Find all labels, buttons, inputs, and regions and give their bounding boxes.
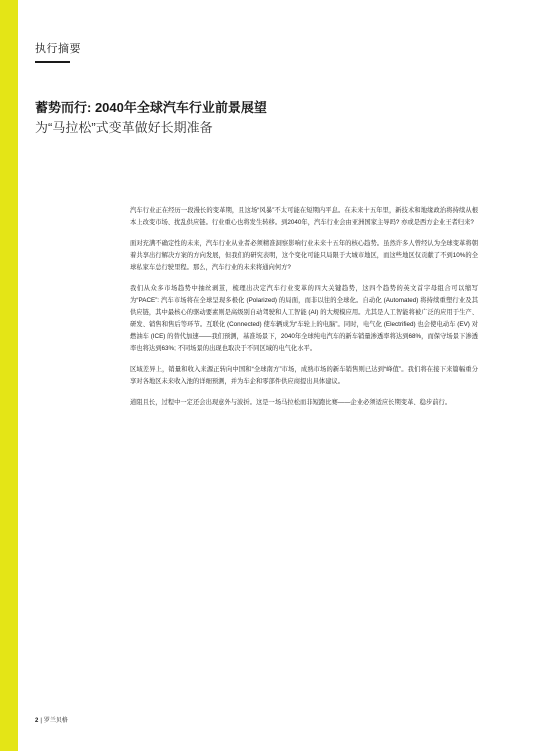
- footer-brand: 罗兰贝格: [43, 718, 68, 724]
- paragraph-4: 区域差异上，销量和收入来源正转向中国和“全球南方”市场，成熟市场的新车销售则已达到“峰值”。我们将在接下来篇幅重分享对各地区未来收入池的详细预测，并为车企和零部件供应商提出具体建议。: [130, 366, 478, 385]
- paragraph-1: 汽车行业正在经历一段漫长的变革期，且这场“风暴”不太可能在短期内平息。在未来十五年里，新技术和地缘政治将持续从根本上改变市场、扰乱供应链。行业重心也将发生转移。到2040年，汽车行业会由亚洲国家主导吗? 亦或是西方企业王者归来?: [130, 207, 478, 226]
- page-subtitle: 为“马拉松”式变革做好长期准备: [35, 120, 213, 135]
- accent-side-bar: [0, 0, 18, 751]
- paragraph-2: 面对充满不确定性的未来，汽车行业从业者必须精准洞察影响行业未来十五年的核心趋势。虽然许多人曾经认为全球变革将朝着共享出行解决方案的方向发展，但我们的研究表明，这个变化可能只局限于大城市地区，而这些地区仅贡献了不到10%的全球私家车总行驶里程。那么，汽车行业的未来将通向何方?: [130, 240, 478, 271]
- paragraph-5: 道阻且长，过程中一定还会出现意外与波折。这是一场马拉松而非短跑比赛——企业必须适应长期变革、稳步前行。: [130, 399, 452, 406]
- page-footer: [35, 715, 68, 724]
- body-text: [130, 205, 478, 418]
- section-divider: [35, 61, 70, 63]
- footer-separator: |: [40, 718, 42, 724]
- paragraph-3: 我们从众多市场趋势中抽丝剥茧，梳理出决定汽车行业变革的四大关键趋势，这四个趋势的英文首字母组合可以缩写为“PACE”: 汽车市场将在全球呈现多极化 (Polarized) 的局面，而非以往的全球化。自动化 (Automated) 将持续重塑行业及其供应链，其中最核心的驱动要素则是高级别自动驾驶和人工智能 (AI) 的大规模应用。尤其是人工智能将被广泛的应用于生产、研发、销售和售后等环节。互联化 (Connected) 使车辆成为“车轮上的电脑”。同时，电气化 (Electrified) 也会使电动车 (EV) 对燃油车 (ICE) 的替代加速——我们预测，基准场景下，2040年全球纯电汽车的新车销量渗透率将达到68%，而保守场景下渗透率也将达到63%; 不同场景的出现也取决于不同区域的电气化水平。: [130, 285, 478, 352]
- page-title: 蓄势而行: 2040年全球汽车行业前景展望: [35, 100, 267, 115]
- page-number: 2: [35, 718, 39, 724]
- section-label: 执行摘要: [35, 43, 81, 55]
